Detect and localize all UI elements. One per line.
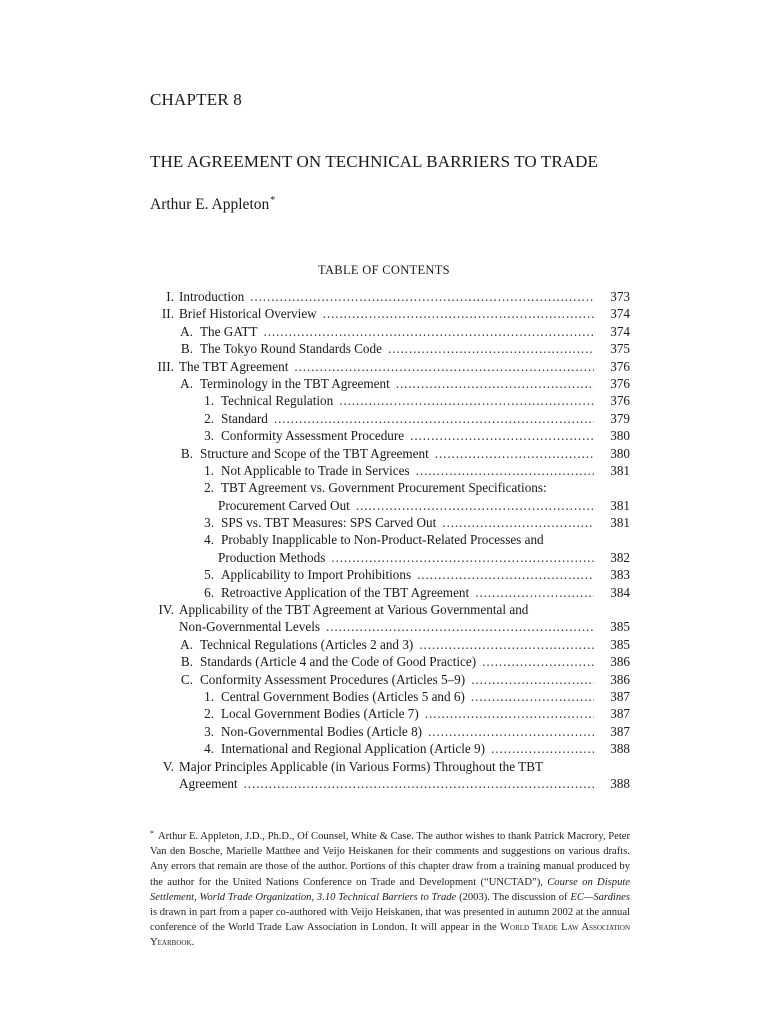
author-line bbox=[150, 195, 275, 214]
dot-leader bbox=[294, 358, 594, 375]
toc-entry-label: Introduction bbox=[179, 288, 250, 305]
toc-entry-number: B. bbox=[180, 445, 193, 461]
toc-entry-page: 385 bbox=[610, 636, 630, 652]
toc-entry bbox=[150, 288, 630, 305]
toc-entry-label: Terminology in the TBT Agreement bbox=[200, 375, 396, 392]
toc-entry-number: 2. bbox=[204, 706, 214, 722]
toc-entry-page: 381 bbox=[610, 462, 630, 478]
toc-entry bbox=[150, 375, 630, 392]
toc-entry bbox=[150, 445, 630, 462]
dot-leader bbox=[491, 740, 594, 757]
dot-leader bbox=[274, 410, 594, 427]
toc-entry bbox=[150, 618, 630, 635]
toc-entry bbox=[150, 740, 630, 757]
dot-leader bbox=[331, 549, 594, 566]
toc-entry-page: 380 bbox=[610, 445, 630, 461]
toc-entry bbox=[150, 427, 630, 444]
toc-entry-label: TBT Agreement vs. Government Procurement Specifications: bbox=[221, 480, 547, 496]
toc-entry bbox=[150, 671, 630, 688]
toc-entry-label: Applicability of the TBT Agreement at Various Governmental and bbox=[179, 602, 529, 618]
dot-leader bbox=[471, 671, 594, 688]
dot-leader bbox=[471, 688, 594, 705]
toc-entry-number: II. bbox=[161, 306, 174, 322]
toc-entry-label: Probably Inapplicable to Non-Product-Related Processes and bbox=[221, 532, 544, 548]
toc-entry bbox=[150, 410, 630, 427]
toc-entry-label: Retroactive Application of the TBT Agreement bbox=[221, 584, 475, 601]
toc-entry-number: 2. bbox=[204, 410, 214, 426]
table-of-contents bbox=[150, 288, 630, 792]
footnote-text-2: (2003). The discussion of bbox=[459, 891, 568, 903]
toc-entry-page: 379 bbox=[610, 410, 630, 426]
dot-leader bbox=[475, 584, 594, 601]
toc-entry bbox=[150, 549, 630, 566]
toc-entry-label: The GATT bbox=[200, 323, 264, 340]
toc-entry-page: 386 bbox=[610, 671, 630, 687]
toc-entry-page: 388 bbox=[610, 775, 630, 791]
footnote-text-3: is drawn in part from a paper co-authored with Veijo Heiskanen, that was presented in autumn 2002 at the annual conference of the World Trade Law Association in London. It will appear in the bbox=[150, 907, 630, 934]
toc-entry-number: A. bbox=[180, 636, 193, 652]
toc-entry-label: Production Methods bbox=[218, 549, 331, 566]
author-name: Arthur E. Appleton bbox=[150, 196, 270, 213]
toc-entry-page: 374 bbox=[610, 306, 630, 322]
dot-leader bbox=[442, 514, 594, 531]
footnote bbox=[150, 826, 630, 951]
toc-entry bbox=[150, 653, 630, 670]
toc-entry-label: Agreement bbox=[179, 775, 244, 792]
toc-entry-page: 380 bbox=[610, 428, 630, 444]
toc-entry bbox=[150, 705, 630, 722]
toc-entry-page: 376 bbox=[610, 358, 630, 374]
toc-entry bbox=[150, 584, 630, 601]
toc-entry-label: Central Government Bodies (Articles 5 and 6) bbox=[221, 688, 471, 705]
dot-leader bbox=[323, 305, 594, 322]
toc-entry bbox=[150, 305, 630, 322]
toc-entry-label: Technical Regulations (Articles 2 and 3) bbox=[200, 636, 419, 653]
toc-entry-label: The Tokyo Round Standards Code bbox=[200, 340, 388, 357]
toc-entry-page: 383 bbox=[610, 567, 630, 583]
toc-entry bbox=[150, 462, 630, 479]
toc-entry-label: Not Applicable to Trade in Services bbox=[221, 462, 416, 479]
toc-entry-number: A. bbox=[180, 323, 193, 339]
dot-leader bbox=[264, 323, 595, 340]
footnote-smallcaps: World Trade Law Association Yearbook bbox=[150, 922, 631, 949]
toc-entry bbox=[150, 775, 630, 792]
toc-entry bbox=[150, 392, 630, 409]
dot-leader bbox=[416, 462, 594, 479]
toc-entry-number: 1. bbox=[204, 462, 214, 478]
toc-entry-label: Major Principles Applicable (in Various Forms) Throughout the TBT bbox=[179, 758, 544, 774]
toc-entry-label: Applicability to Import Prohibitions bbox=[221, 566, 417, 583]
toc-entry-number: B. bbox=[180, 654, 193, 670]
dot-leader bbox=[482, 653, 594, 670]
toc-entry bbox=[150, 514, 630, 531]
toc-heading: TABLE OF CONTENTS bbox=[318, 263, 450, 277]
toc-entry bbox=[150, 340, 630, 357]
toc-entry bbox=[150, 531, 630, 548]
toc-entry-page: 373 bbox=[610, 289, 630, 304]
toc-entry-label: SPS vs. TBT Measures: SPS Carved Out bbox=[221, 514, 442, 531]
toc-entry-label: Non-Governmental Bodies (Article 8) bbox=[221, 723, 428, 740]
toc-entry bbox=[150, 497, 630, 514]
toc-entry bbox=[150, 566, 630, 583]
toc-entry-number: 3. bbox=[204, 515, 214, 531]
toc-entry bbox=[150, 479, 630, 496]
toc-entry bbox=[150, 688, 630, 705]
toc-entry-number: B. bbox=[180, 341, 193, 357]
toc-entry-number: 3. bbox=[204, 723, 214, 739]
toc-entry-label: Standards (Article 4 and the Code of Good Practice) bbox=[200, 653, 482, 670]
toc-entry-number: 5. bbox=[204, 567, 214, 583]
toc-entry-page: 375 bbox=[610, 341, 630, 357]
footnote-end: . bbox=[191, 937, 195, 949]
dot-leader bbox=[435, 445, 594, 462]
toc-entry-number: I. bbox=[166, 289, 174, 304]
dot-leader bbox=[339, 392, 594, 409]
toc-entry-label: The TBT Agreement bbox=[179, 358, 294, 375]
footnote-text-1: Arthur E. Appleton, J.D., Ph.D., Of Counsel, White & Case. The author wishes to thank Patrick Macrory, Peter Van den Bosche, Marielle Matthee and Veijo Heiskanen for their comments and suggestions on various drafts. Any errors that remain are those of the author. Portions of this chapter draw from a training manual produced by the author for the United Nations Conference on Trade and Development (“UNCTAD”), bbox=[150, 831, 630, 888]
toc-entry-label: Conformity Assessment Procedures (Articles 5–9) bbox=[200, 671, 471, 688]
toc-entry-number: IV. bbox=[158, 602, 174, 618]
toc-entry bbox=[150, 636, 630, 653]
toc-entry-number: 1. bbox=[204, 393, 214, 409]
dot-leader bbox=[425, 705, 594, 722]
toc-entry-label: Conformity Assessment Procedure bbox=[221, 427, 410, 444]
toc-entry-page: 386 bbox=[610, 654, 630, 670]
toc-entry-label: Technical Regulation bbox=[221, 392, 339, 409]
toc-entry-page: 385 bbox=[610, 619, 630, 635]
toc-entry-page: 381 bbox=[610, 515, 630, 531]
footnote-marker: * bbox=[270, 195, 276, 206]
toc-entry-number: 2. bbox=[204, 480, 214, 496]
toc-entry-number: III. bbox=[157, 358, 174, 374]
toc-entry-label: Standard bbox=[221, 410, 274, 427]
toc-entry-label: Structure and Scope of the TBT Agreement bbox=[200, 445, 435, 462]
toc-entry-label: Procurement Carved Out bbox=[218, 497, 356, 514]
dot-leader bbox=[250, 288, 594, 305]
footnote-mark: * bbox=[150, 829, 154, 838]
toc-entry-page: 388 bbox=[610, 741, 630, 757]
toc-entry-number: C. bbox=[180, 671, 193, 687]
toc-entry-page: 381 bbox=[610, 497, 630, 513]
toc-entry-number: 4. bbox=[204, 741, 214, 757]
dot-leader bbox=[326, 618, 594, 635]
toc-entry-page: 376 bbox=[610, 375, 630, 391]
chapter-title: THE AGREEMENT ON TECHNICAL BARRIERS TO TRADE bbox=[150, 152, 598, 171]
toc-entry-label: Local Government Bodies (Article 7) bbox=[221, 705, 425, 722]
toc-entry-number: A. bbox=[180, 375, 193, 391]
toc-entry bbox=[150, 601, 630, 618]
dot-leader bbox=[417, 566, 594, 583]
toc-entry-number: 1. bbox=[204, 688, 214, 704]
dot-leader bbox=[419, 636, 594, 653]
toc-entry-number: 3. bbox=[204, 428, 214, 444]
toc-entry bbox=[150, 723, 630, 740]
toc-entry-number: 6. bbox=[204, 584, 214, 600]
toc-entry-page: 382 bbox=[610, 549, 630, 565]
toc-entry-label: International and Regional Application (Article 9) bbox=[221, 740, 491, 757]
dot-leader bbox=[428, 723, 594, 740]
toc-entry-page: 376 bbox=[610, 393, 630, 409]
toc-entry-page: 387 bbox=[610, 706, 630, 722]
chapter-label: CHAPTER 8 bbox=[150, 90, 243, 109]
toc-entry-page: 387 bbox=[610, 723, 630, 739]
dot-leader bbox=[396, 375, 594, 392]
toc-entry bbox=[150, 323, 630, 340]
toc-entry-label: Brief Historical Overview bbox=[179, 305, 323, 322]
footnote-italic-2: EC—Sardines bbox=[570, 891, 631, 903]
toc-entry bbox=[150, 358, 630, 375]
toc-entry-page: 384 bbox=[610, 584, 630, 600]
footnote-italic-1: Course on Dispute Settlement, World Trade Organization, 3.10 Technical Barriers to Trade bbox=[150, 876, 631, 903]
toc-entry-page: 374 bbox=[610, 323, 630, 339]
dot-leader bbox=[244, 775, 594, 792]
toc-entry-number: V. bbox=[162, 758, 174, 774]
toc-entry-page: 387 bbox=[610, 688, 630, 704]
dot-leader bbox=[410, 427, 594, 444]
toc-entry bbox=[150, 758, 630, 775]
dot-leader bbox=[388, 340, 594, 357]
toc-entry-number: 4. bbox=[204, 532, 214, 548]
toc-entry-label: Non-Governmental Levels bbox=[179, 618, 326, 635]
dot-leader bbox=[356, 497, 594, 514]
